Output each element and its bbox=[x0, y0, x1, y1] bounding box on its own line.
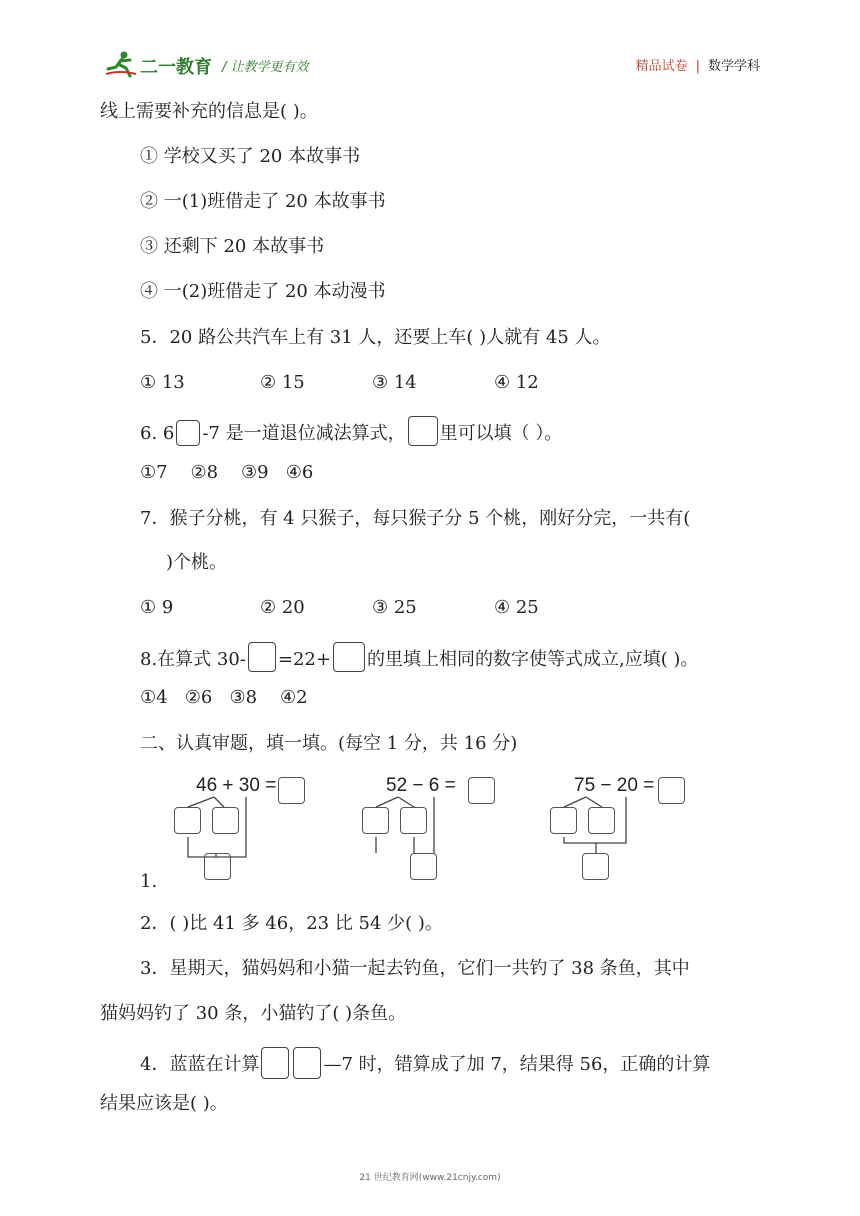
fill2-text: 2．( )比 41 多 46，23 比 54 少( )。 bbox=[140, 913, 443, 934]
q6-part3: 里可以填（ ）。 bbox=[439, 423, 563, 444]
fill4-line1 bbox=[140, 1047, 710, 1079]
diagram-split-box-1[interactable] bbox=[550, 807, 577, 834]
label-subject: 数学学科 bbox=[707, 59, 760, 74]
q7-option-3: ③ 25 bbox=[372, 597, 417, 618]
q8-part3: 的里填上相同的数字使等式成立,应填( )。 bbox=[366, 649, 699, 670]
fill4-line2: 结果应该是( )。 bbox=[100, 1093, 228, 1114]
q6-part1: 6. 6 bbox=[140, 423, 175, 444]
q8-option-3: ③8 bbox=[229, 687, 258, 708]
q4-option-4: ④ 一(2)班借走了 20 本动漫书 bbox=[140, 281, 386, 302]
q6-option-4: ④6 bbox=[285, 462, 314, 483]
q7-option-4: ④ 25 bbox=[494, 597, 539, 618]
fill3-line1: 3．星期天，猫妈妈和小猫一起去钓鱼，它们一共钓了 38 条鱼，其中 bbox=[140, 958, 690, 979]
q8-option-4: ④2 bbox=[280, 687, 308, 708]
diagram-expression: 52 − 6 = bbox=[386, 775, 456, 796]
fill1-diagram-1 bbox=[174, 775, 314, 885]
diagram-sum-box[interactable] bbox=[410, 853, 437, 880]
q8-options bbox=[140, 686, 308, 710]
brand-slogan: / 让教学更有效 bbox=[222, 60, 309, 75]
q4-option-1: ① 学校又买了 20 本故事书 bbox=[140, 146, 361, 167]
label-quality: 精品试卷 bbox=[635, 59, 688, 74]
fill4-ones-box[interactable] bbox=[293, 1047, 321, 1079]
fill4-part2: —7 时，错算成了加 7，结果得 56，正确的计算 bbox=[323, 1054, 711, 1075]
q6-stem bbox=[140, 416, 562, 446]
q6-option-1: ①7 bbox=[140, 462, 168, 483]
q4-option-2: ② 一(1)班借走了 20 本故事书 bbox=[140, 191, 386, 212]
q8-stem bbox=[140, 642, 698, 672]
q7-stem: 7．猴子分桃，有 4 只猴子，每只猴子分 5 个桃，刚好分完，一共有( bbox=[140, 508, 691, 529]
diagram-expression: 75 − 20 = bbox=[574, 775, 655, 796]
diagram-sum-box[interactable] bbox=[582, 853, 609, 880]
fill1-diagram-3 bbox=[550, 775, 690, 885]
q5-stem: 5．20 路公共汽车上有 31 人，还要上车( )人就有 45 人。 bbox=[140, 327, 611, 348]
header-labels bbox=[636, 55, 760, 74]
diagram-split-box-2[interactable] bbox=[588, 807, 615, 834]
runner-logo-icon bbox=[104, 50, 138, 78]
fill1-diagram-2 bbox=[362, 775, 502, 885]
q6-part2: -7 是一道退位减法算式， bbox=[202, 423, 406, 444]
q6-options bbox=[140, 461, 313, 485]
q5-option-4: ④ 12 bbox=[494, 372, 539, 393]
q6-blank-box-1[interactable] bbox=[176, 420, 200, 446]
q6-option-3: ③9 bbox=[240, 462, 269, 483]
q7-option-1: ① 9 bbox=[140, 597, 174, 618]
q8-part2: =22+ bbox=[277, 649, 331, 670]
q8-option-1: ①4 bbox=[140, 687, 168, 708]
diagram-split-box-1[interactable] bbox=[362, 807, 389, 834]
diagram-split-box-2[interactable] bbox=[400, 807, 427, 834]
fill4-part1: 4．蓝蓝在计算 bbox=[140, 1054, 260, 1075]
brand-name: 二一教育 bbox=[140, 57, 212, 78]
q8-blank-box-1[interactable] bbox=[248, 642, 276, 672]
page-footer: 21 世纪教育网(www.21cnjy.com) bbox=[359, 1173, 501, 1183]
q8-blank-box-2[interactable] bbox=[333, 642, 365, 672]
diagram-sum-box[interactable] bbox=[204, 853, 231, 880]
diagram-expression: 46 + 30 = bbox=[196, 775, 277, 796]
q5-option-3: ③ 14 bbox=[372, 372, 417, 393]
q8-part1: 8.在算式 30- bbox=[140, 649, 246, 670]
q7-stem-cont: )个桃。 bbox=[166, 552, 228, 573]
q6-blank-box-2[interactable] bbox=[408, 416, 438, 446]
diagram-split-box-1[interactable] bbox=[174, 807, 201, 834]
header-separator: | bbox=[695, 59, 700, 74]
q5-option-2: ② 15 bbox=[260, 372, 305, 393]
q6-option-2: ②8 bbox=[190, 462, 219, 483]
fill1-number: 1. bbox=[140, 871, 158, 892]
q7-option-2: ② 20 bbox=[260, 597, 305, 618]
fill3-line2: 猫妈妈钓了 30 条，小猫钓了( )条鱼。 bbox=[100, 1003, 407, 1024]
q5-option-1: ① 13 bbox=[140, 372, 185, 393]
fill4-tens-box[interactable] bbox=[261, 1047, 289, 1079]
q4-stem-tail: 线上需要补充的信息是( )。 bbox=[100, 101, 318, 122]
q8-option-2: ②6 bbox=[184, 687, 213, 708]
diagram-split-box-2[interactable] bbox=[212, 807, 239, 834]
section2-title: 二、认真审题，填一填。(每空 1 分，共 16 分) bbox=[140, 733, 518, 754]
q4-option-3: ③ 还剩下 20 本故事书 bbox=[140, 236, 325, 257]
